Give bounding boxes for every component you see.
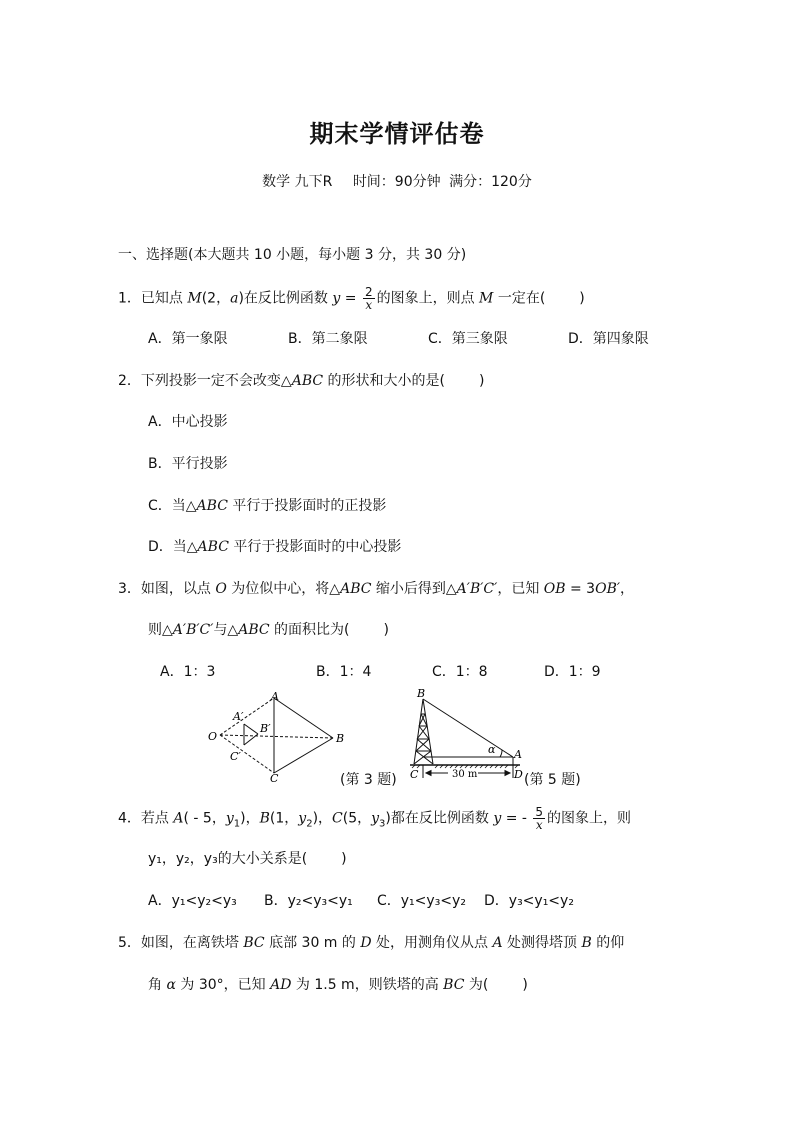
fig5-label-b: B	[417, 687, 426, 700]
question-4-line2: y₁，y₂，y₃的大小关系是( )	[148, 851, 347, 867]
q3-option-a: A．1：3	[160, 664, 216, 680]
fig3-label-c: C	[270, 772, 279, 785]
fig5-label-distance: 30 m	[452, 769, 478, 780]
fig3-label-a: A	[271, 690, 279, 703]
fig3-label-b: B	[336, 732, 345, 745]
exam-info	[0, 171, 794, 191]
q1-option-c: C．第三象限	[428, 331, 508, 347]
fig5-label-a: A	[514, 748, 522, 761]
time-label: 时间：90分钟	[352, 174, 441, 190]
question-4: 4．若点 A( - 5，$y_1$)，B(1，$y_2$)，C(5，$y_3$)都在反比例函数 y = - $\frac{5}{x}$ 的图象上，则	[118, 805, 632, 832]
figure-5-diagram	[400, 686, 530, 784]
figure-5-caption: (第 5 题)	[524, 772, 581, 788]
score-label: 满分：120分	[449, 174, 532, 190]
page-title: 期末学情评估卷	[309, 120, 485, 148]
q4-option-a: A．y₁<y₂<y₃	[148, 893, 237, 909]
subject-label: 数学 九下R	[262, 174, 333, 190]
q2-option-a: A．中心投影	[148, 414, 228, 430]
q2-option-b: B．平行投影	[148, 456, 228, 472]
question-3: 3．如图，以点 O 为位似中心，将△ABC 缩小后得到△A′B′C′，已知 OB = 3OB′，	[118, 581, 635, 597]
fraction: $\frac{2}{x}$	[364, 285, 373, 312]
q4-option-c: C．y₁<y₃<y₂	[377, 893, 466, 909]
fig3-label-c1: C′	[230, 750, 241, 763]
question-3-line2: 则△A′B′C′与△ABC 的面积比为( )	[148, 622, 389, 638]
section-heading: 一、选择题(本大题共 10 小题，每小题 3 分，共 30 分)	[118, 247, 467, 263]
fig3-label-o: O	[208, 730, 218, 743]
fig5-label-alpha: α	[488, 743, 496, 756]
q1-option-d: D．第四象限	[568, 331, 649, 347]
figure-3-diagram	[200, 690, 360, 785]
q3-option-d: D．1：9	[544, 664, 601, 680]
fig5-label-c: C	[410, 768, 419, 781]
fig3-label-b1: B′	[260, 722, 271, 735]
q1-option-a: A．第一象限	[148, 331, 228, 347]
q2-option-c: C．当△ABC 平行于投影面时的正投影	[148, 498, 387, 514]
question-5: 5．如图，在离铁塔 BC 底部 30 m 的 D 处，用测角仪从点 A 处测得塔顶 B 的仰	[118, 935, 625, 951]
fig3-label-a1: A′	[233, 710, 244, 723]
question-2: 2．下列投影一定不会改变△ABC 的形状和大小的是( )	[118, 373, 485, 389]
q3-option-b: B．1：4	[316, 664, 372, 680]
fig5-label-d: D	[514, 768, 523, 781]
q3-option-c: C．1：8	[432, 664, 488, 680]
q2-option-d: D．当△ABC 平行于投影面时的中心投影	[148, 539, 402, 555]
q4-option-b: B．y₂<y₃<y₁	[264, 893, 353, 909]
fraction: $\frac{5}{x}$	[535, 805, 544, 832]
q1-option-b: B．第二象限	[288, 331, 368, 347]
q4-option-d: D．y₃<y₁<y₂	[484, 893, 574, 909]
question-1: 1．已知点 M(2，a)在反比例函数 y = $\frac{2}{x}$ 的图象上，则点 M 一定在( )	[118, 285, 585, 312]
figure-3-caption: (第 3 题)	[340, 772, 397, 788]
question-5-line2: 角 α 为 30°，已知 AD 为 1.5 m，则铁塔的高 BC 为( )	[148, 977, 528, 993]
